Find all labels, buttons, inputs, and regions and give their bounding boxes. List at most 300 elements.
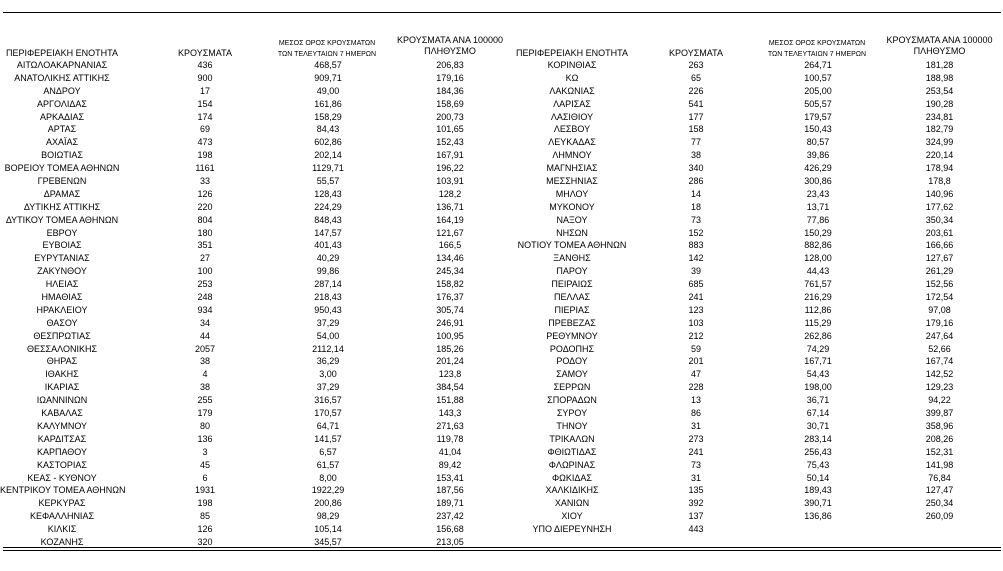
left-region-cell: ΚΕΝΤΡΙΚΟΥ ΤΟΜΕΑ ΑΘΗΝΩΝ (0, 485, 126, 496)
header-avg-left (262, 38, 392, 60)
left-avg-cell: 170,57 (314, 408, 342, 419)
table-row (0, 162, 1003, 175)
header-region-right: ΠΕΡΙΦΕΡΕΙΑΚΗ ΕΝΟΤΗΤΑ (515, 48, 629, 58)
left-cases-cell: 804 (197, 214, 213, 225)
right-region-cell: ΣΑΜΟΥ (556, 369, 588, 380)
left-avg-cell: 55,57 (316, 176, 340, 187)
left-region-cell: ΖΑΚΥΝΘΟΥ (37, 266, 87, 277)
bottom-rule-double (3, 550, 1001, 551)
left-region-cell: ΚΑΣΤΟΡΙΑΣ (37, 459, 87, 470)
left-cases-cell: 180 (197, 227, 213, 238)
right-cases-cell: 31 (690, 420, 701, 431)
right-cases-cell: 39 (690, 266, 701, 277)
left-cases-cell: 38 (199, 356, 210, 367)
bottom-rule (3, 547, 1001, 548)
table-row (0, 85, 1003, 98)
right-cases-cell: 59 (690, 343, 701, 354)
right-region-cell: ΚΟΡΙΝΘΙΑΣ (547, 60, 597, 70)
left-region-cell: ΙΩΑΝΝΙΝΩΝ (36, 395, 88, 406)
table-row (0, 149, 1003, 162)
right-avg-cell: 80,57 (806, 137, 830, 148)
left-per100k-cell: 271,63 (436, 420, 464, 431)
right-per100k-cell: 152,56 (925, 279, 954, 290)
table-row (0, 59, 1003, 72)
left-cases-cell: 473 (197, 137, 213, 148)
right-per100k-cell: 253,54 (925, 85, 954, 96)
left-cases-cell: 1931 (194, 485, 216, 496)
right-per100k-cell: 97,08 (928, 304, 951, 315)
left-avg-cell: 61,57 (316, 459, 340, 470)
right-cases-cell: 38 (690, 150, 701, 161)
left-cases-cell: 253 (197, 279, 213, 290)
table-row (0, 123, 1003, 136)
left-cases-cell: 17 (199, 85, 210, 96)
header-cases-left: ΚΡΟΥΣΜΑΤΑ (178, 48, 232, 58)
right-region-cell: ΡΟΔΟΠΗΣ (549, 343, 595, 354)
left-cases-cell: 6 (202, 472, 208, 483)
table-row (0, 472, 1003, 485)
left-region-cell: ΕΒΡΟΥ (46, 227, 78, 238)
table-row (0, 433, 1003, 446)
cases-table (0, 59, 1003, 549)
left-region-cell: ΔΥΤΙΚΟΥ ΤΟΜΕΑ ΑΘΗΝΩΝ (5, 214, 119, 225)
right-cases-cell: 241 (688, 292, 704, 303)
left-per100k-cell: 119,78 (436, 433, 464, 444)
table-row (0, 330, 1003, 343)
table-row (0, 136, 1003, 149)
left-cases-cell: 900 (197, 72, 213, 83)
left-cases-cell: 154 (197, 98, 213, 109)
left-region-cell: ΘΕΣΣΑΛΟΝΙΚΗΣ (26, 343, 98, 354)
left-per100k-cell: 151,88 (436, 395, 464, 406)
right-region-cell: ΝΗΣΩΝ (556, 227, 588, 238)
right-region-cell: ΜΗΛΟΥ (555, 188, 589, 199)
right-per100k-cell: 141,98 (925, 459, 954, 470)
table-row (0, 98, 1003, 111)
left-avg-cell: 2112,14 (312, 343, 344, 354)
left-per100k-cell: 134,46 (436, 253, 464, 264)
left-region-cell: ΘΕΣΠΡΩΤΙΑΣ (33, 330, 91, 341)
right-avg-cell: 136,86 (804, 511, 832, 522)
table-row (0, 420, 1003, 433)
right-region-cell: ΦΛΩΡΙΝΑΣ (548, 459, 596, 470)
left-per100k-cell: 153,41 (436, 472, 464, 483)
right-avg-cell: 128,00 (804, 253, 832, 264)
table-row (0, 304, 1003, 317)
right-avg-cell: 150,29 (804, 227, 832, 238)
left-per100k-cell: 189,71 (436, 498, 464, 509)
header-per100k-left (386, 35, 514, 57)
left-region-cell: ΑΡΤΑΣ (47, 124, 77, 135)
table-row (0, 381, 1003, 394)
left-region-cell: ΑΡΓΟΛΙΔΑΣ (37, 98, 87, 109)
left-cases-cell: 351 (197, 240, 213, 251)
left-cases-cell: 248 (197, 292, 213, 303)
right-avg-cell: 54,43 (806, 369, 830, 380)
left-cases-cell: 38 (199, 382, 210, 393)
right-avg-cell: 882,86 (804, 240, 832, 251)
header-per100k-left-line1: ΚΡΟΥΣΜΑΤΑ ΑΝΑ 100000 (397, 35, 503, 45)
right-cases-cell: 137 (688, 511, 704, 522)
right-cases-cell: 142 (688, 253, 704, 264)
left-cases-cell: 174 (197, 111, 213, 122)
left-region-cell: ΗΛΕΙΑΣ (45, 279, 79, 290)
right-per100k-cell: 182,79 (925, 124, 954, 135)
left-per100k-cell: 158,69 (436, 98, 464, 109)
right-avg-cell: 198,00 (804, 382, 832, 393)
table-row (0, 459, 1003, 472)
right-region-cell: ΞΑΝΘΗΣ (553, 253, 591, 264)
right-avg-cell: 167,71 (804, 356, 832, 367)
left-region-cell: ΑΝΔΡΟΥ (43, 85, 81, 96)
right-region-cell: ΜΑΓΝΗΣΙΑΣ (546, 163, 598, 174)
table-row (0, 175, 1003, 188)
left-per100k-cell: 245,34 (436, 266, 464, 277)
right-cases-cell: 77 (690, 137, 701, 148)
left-region-cell: ΘΗΡΑΣ (46, 356, 78, 367)
left-per100k-cell: 201,24 (436, 356, 464, 367)
left-per100k-cell: 164,19 (436, 214, 464, 225)
right-avg-cell: 115,29 (804, 317, 832, 328)
left-region-cell: ΕΥΒΟΙΑΣ (42, 240, 82, 251)
right-per100k-cell: 76,84 (928, 472, 951, 483)
left-cases-cell: 255 (197, 395, 213, 406)
left-per100k-cell: 200,73 (436, 111, 464, 122)
left-region-cell: ΑΙΤΩΛΟΑΚΑΡΝΑΝΙΑΣ (16, 60, 108, 70)
left-region-cell: ΔΥΤΙΚΗΣ ΑΤΤΙΚΗΣ (23, 201, 101, 212)
table-row (0, 291, 1003, 304)
table-row (0, 510, 1003, 523)
right-region-cell: ΛΕΥΚΑΔΑΣ (548, 137, 596, 148)
right-avg-cell: 23,43 (806, 188, 830, 199)
right-region-cell: ΥΠΟ ΔΙΕΡΕΥΝΗΣΗ (532, 524, 612, 535)
left-avg-cell: 54,00 (316, 330, 340, 341)
left-avg-cell: 401,43 (314, 240, 342, 251)
right-per100k-cell: 178,94 (925, 163, 954, 174)
left-avg-cell: 1129,71 (312, 163, 344, 174)
right-per100k-cell: 324,99 (925, 137, 954, 148)
left-region-cell: ΚΙΛΚΙΣ (47, 524, 77, 535)
right-avg-cell: 189,43 (804, 485, 832, 496)
right-cases-cell: 135 (688, 485, 704, 496)
right-cases-cell: 177 (688, 111, 704, 122)
left-avg-cell: 345,57 (314, 536, 342, 547)
right-region-cell: ΠΕΙΡΑΙΩΣ (551, 279, 593, 290)
left-avg-cell: 161,86 (314, 98, 342, 109)
right-region-cell: ΠΑΡΟΥ (556, 266, 588, 277)
left-cases-cell: 136 (197, 433, 213, 444)
right-cases-cell: 286 (688, 176, 704, 187)
table-row (0, 497, 1003, 510)
right-per100k-cell: 127,67 (925, 253, 954, 264)
right-per100k-cell: 152,31 (925, 446, 954, 457)
right-cases-cell: 65 (690, 72, 701, 83)
table-row (0, 317, 1003, 330)
left-cases-cell: 34 (199, 317, 210, 328)
right-region-cell: ΣΕΡΡΩΝ (553, 382, 591, 393)
right-avg-cell: 44,43 (806, 266, 830, 277)
left-avg-cell: 602,86 (314, 137, 342, 148)
table-row (0, 343, 1003, 356)
right-per100k-cell: 260,09 (925, 511, 954, 522)
left-per100k-cell: 305,74 (436, 304, 464, 315)
header-per100k-right-line2: ΠΛΗΘΥΣΜΟ (913, 46, 966, 56)
right-region-cell: ΠΡΕΒΕΖΑΣ (548, 317, 596, 328)
left-cases-cell: 126 (197, 188, 213, 199)
header-avg-right-line1: ΜΕΣΟΣ ΟΡΟΣ ΚΡΟΥΣΜΑΤΩΝ (768, 40, 866, 47)
left-per100k-cell: 128,2 (438, 188, 462, 199)
right-per100k-cell: 166,66 (925, 240, 954, 251)
right-region-cell: ΛΗΜΝΟΥ (552, 150, 592, 161)
right-avg-cell: 67,14 (806, 408, 830, 419)
right-region-cell: ΚΩ (565, 72, 579, 83)
table-row (0, 355, 1003, 368)
right-avg-cell: 264,71 (804, 60, 832, 70)
right-per100k-cell: 247,64 (925, 330, 954, 341)
left-avg-cell: 218,43 (314, 292, 342, 303)
left-cases-cell: 126 (197, 524, 213, 535)
right-avg-cell: 36,71 (806, 395, 830, 406)
right-per100k-cell: 142,52 (925, 369, 954, 380)
left-per100k-cell: 185,26 (436, 343, 464, 354)
left-per100k-cell: 184,36 (436, 85, 464, 96)
left-per100k-cell: 101,65 (436, 124, 464, 135)
left-region-cell: ΔΡΑΜΑΣ (43, 188, 81, 199)
left-region-cell: ΒΟΙΩΤΙΑΣ (41, 150, 83, 161)
left-per100k-cell: 384,54 (436, 382, 464, 393)
right-per100k-cell: 140,96 (925, 188, 954, 199)
right-per100k-cell: 127,47 (925, 485, 954, 496)
right-cases-cell: 226 (688, 85, 704, 96)
right-per100k-cell: 261,29 (925, 266, 954, 277)
right-region-cell: ΛΑΣΙΘΙΟΥ (550, 111, 594, 122)
left-cases-cell: 100 (197, 266, 213, 277)
table-row (0, 227, 1003, 240)
right-cases-cell: 541 (688, 98, 704, 109)
left-avg-cell: 1922,29 (311, 485, 345, 496)
left-per100k-cell: 100,95 (436, 330, 464, 341)
right-avg-cell: 100,57 (804, 72, 832, 83)
left-region-cell: ΚΕΦΑΛΛΗΝΙΑΣ (29, 511, 95, 522)
right-per100k-cell: 129,23 (925, 382, 954, 393)
table-row (0, 239, 1003, 252)
left-region-cell: ΚΑΛΥΜΝΟΥ (36, 420, 88, 431)
left-per100k-cell: 158,82 (436, 279, 464, 290)
left-cases-cell: 45 (199, 459, 210, 470)
left-per100k-cell: 166,5 (438, 240, 462, 251)
left-region-cell: ΑΝΑΤΟΛΙΚΗΣ ΑΤΤΙΚΗΣ (14, 72, 110, 83)
left-region-cell: ΗΡΑΚΛΕΙΟΥ (36, 304, 88, 315)
table-row (0, 368, 1003, 381)
right-region-cell: ΦΩΚΙΔΑΣ (552, 472, 592, 483)
left-per100k-cell: 213,05 (436, 536, 464, 547)
left-avg-cell: 141,57 (314, 433, 342, 444)
right-region-cell: ΛΑΡΙΣΑΣ (553, 98, 591, 109)
right-region-cell: ΣΥΡΟΥ (556, 408, 588, 419)
left-cases-cell: 27 (199, 253, 210, 264)
table-row (0, 265, 1003, 278)
left-avg-cell: 147,57 (314, 227, 342, 238)
right-avg-cell: 30,71 (806, 420, 830, 431)
right-region-cell: ΡΟΔΟΥ (556, 356, 588, 367)
right-region-cell: ΤΡΙΚΑΛΩΝ (549, 433, 595, 444)
right-avg-cell: 262,86 (804, 330, 832, 341)
right-cases-cell: 73 (690, 459, 701, 470)
right-region-cell: ΛΑΚΩΝΙΑΣ (549, 85, 595, 96)
right-region-cell: ΣΠΟΡΑΔΩΝ (547, 395, 597, 406)
right-cases-cell: 685 (688, 279, 704, 290)
left-region-cell: ΕΥΡΥΤΑΝΙΑΣ (34, 253, 90, 264)
left-per100k-cell: 156,68 (436, 524, 464, 535)
left-avg-cell: 158,29 (314, 111, 342, 122)
left-avg-cell: 950,43 (314, 304, 342, 315)
table-row (0, 446, 1003, 459)
right-per100k-cell: 234,81 (925, 111, 954, 122)
left-per100k-cell: 237,42 (436, 511, 464, 522)
right-region-cell: ΧΑΛΚΙΔΙΚΗΣ (545, 485, 599, 496)
left-cases-cell: 69 (199, 124, 210, 135)
right-region-cell: ΡΕΘΥΜΝΟΥ (546, 330, 598, 341)
right-avg-cell: 505,57 (804, 98, 832, 109)
left-cases-cell: 198 (197, 498, 213, 509)
left-per100k-cell: 89,42 (438, 459, 462, 470)
right-cases-cell: 443 (688, 524, 704, 535)
left-avg-cell: 909,71 (314, 72, 342, 83)
left-avg-cell: 98,29 (316, 511, 340, 522)
right-region-cell: ΤΗΝΟΥ (556, 420, 588, 431)
header-per100k-right-line1: ΚΡΟΥΣΜΑΤΑ ΑΝΑ 100000 (886, 35, 993, 45)
left-region-cell: ΚΑΡΠΑΘΟΥ (36, 446, 88, 457)
left-avg-cell: 84,43 (316, 124, 340, 135)
header-avg-right (752, 38, 882, 60)
right-cases-cell: 13 (690, 395, 701, 406)
right-region-cell: ΠΙΕΡΙΑΣ (554, 304, 590, 315)
left-region-cell: ΚΕΑΣ - ΚΥΘΝΟΥ (27, 472, 97, 483)
right-cases-cell: 212 (688, 330, 704, 341)
right-per100k-cell: 250,34 (925, 498, 954, 509)
right-avg-cell: 50,14 (806, 472, 830, 483)
left-per100k-cell: 179,16 (436, 72, 464, 83)
left-per100k-cell: 123,8 (438, 369, 462, 380)
right-per100k-cell: 188,98 (925, 72, 954, 83)
right-cases-cell: 263 (688, 60, 704, 70)
right-cases-cell: 152 (688, 227, 704, 238)
left-cases-cell: 436 (197, 60, 213, 70)
left-avg-cell: 848,43 (314, 214, 342, 225)
right-per100k-cell: 167,74 (925, 356, 954, 367)
right-avg-cell: 426,29 (804, 163, 832, 174)
left-cases-cell: 33 (199, 176, 210, 187)
table-row (0, 111, 1003, 124)
right-per100k-cell: 172,54 (925, 292, 954, 303)
left-cases-cell: 934 (197, 304, 213, 315)
left-avg-cell: 200,86 (314, 498, 342, 509)
left-per100k-cell: 187,56 (436, 485, 464, 496)
left-avg-cell: 40,29 (316, 253, 340, 264)
left-per100k-cell: 206,83 (436, 60, 464, 70)
right-per100k-cell: 208,26 (925, 433, 954, 444)
right-per100k-cell: 220,14 (925, 150, 954, 161)
right-avg-cell: 761,57 (804, 279, 832, 290)
right-region-cell: ΜΕΣΣΗΝΙΑΣ (546, 176, 598, 187)
table-row (0, 72, 1003, 85)
left-avg-cell: 36,29 (316, 356, 340, 367)
left-avg-cell: 64,71 (316, 420, 340, 431)
right-per100k-cell: 177,62 (925, 201, 954, 212)
right-per100k-cell: 358,96 (925, 420, 954, 431)
right-per100k-cell: 52,66 (928, 343, 951, 354)
left-cases-cell: 220 (197, 201, 213, 212)
right-per100k-cell: 350,34 (925, 214, 954, 225)
left-cases-cell: 179 (197, 408, 213, 419)
right-cases-cell: 241 (688, 446, 704, 457)
table-row (0, 252, 1003, 265)
right-region-cell: ΝΟΤΙΟΥ ΤΟΜΕΑ ΑΘΗΝΩΝ (517, 240, 627, 251)
left-region-cell: ΚΑΡΔΙΤΣΑΣ (37, 433, 87, 444)
table-row (0, 214, 1003, 227)
right-per100k-cell: 178,8 (928, 176, 951, 187)
right-avg-cell: 283,14 (804, 433, 832, 444)
right-avg-cell: 205,00 (804, 85, 832, 96)
left-cases-cell: 85 (199, 511, 210, 522)
right-cases-cell: 31 (690, 472, 701, 483)
right-avg-cell: 390,71 (804, 498, 832, 509)
left-cases-cell: 198 (197, 150, 213, 161)
right-region-cell: ΛΕΣΒΟΥ (553, 124, 591, 135)
left-region-cell: ΒΟΡΕΙΟΥ ΤΟΜΕΑ ΑΘΗΝΩΝ (4, 163, 120, 174)
left-per100k-cell: 121,67 (436, 227, 464, 238)
left-cases-cell: 320 (197, 536, 213, 547)
left-region-cell: ΘΑΣΟΥ (46, 317, 78, 328)
header-region-left: ΠΕΡΙΦΕΡΕΙΑΚΗ ΕΝΟΤΗΤΑ (5, 48, 119, 58)
left-avg-cell: 224,29 (314, 201, 342, 212)
right-avg-cell: 77,86 (806, 214, 830, 225)
right-avg-cell: 256,43 (804, 446, 832, 457)
right-cases-cell: 86 (690, 408, 701, 419)
right-avg-cell: 150,43 (804, 124, 832, 135)
left-cases-cell: 2057 (194, 343, 216, 354)
right-cases-cell: 103 (688, 317, 704, 328)
table-row (0, 484, 1003, 497)
right-avg-cell: 75,43 (806, 459, 830, 470)
left-avg-cell: 99,86 (316, 266, 340, 277)
right-per100k-cell: 203,61 (925, 227, 954, 238)
right-region-cell: ΧΙΟΥ (561, 511, 583, 522)
left-avg-cell: 37,29 (316, 382, 340, 393)
left-cases-cell: 1161 (195, 163, 215, 174)
right-per100k-cell: 190,28 (925, 98, 954, 109)
left-per100k-cell: 196,22 (436, 163, 464, 174)
left-region-cell: ΙΘΑΚΗΣ (45, 369, 79, 380)
right-per100k-cell: 179,16 (925, 317, 954, 328)
right-cases-cell: 392 (688, 498, 704, 509)
right-cases-cell: 228 (688, 382, 704, 393)
table-row (0, 201, 1003, 214)
right-cases-cell: 201 (688, 356, 704, 367)
left-region-cell: ΓΡΕΒΕΝΩΝ (37, 176, 87, 187)
right-avg-cell: 216,29 (804, 292, 832, 303)
right-cases-cell: 73 (690, 214, 701, 225)
header-avg-left-line1: ΜΕΣΟΣ ΟΡΟΣ ΚΡΟΥΣΜΑΤΩΝ (278, 40, 376, 47)
table-row (0, 188, 1003, 201)
left-per100k-cell: 167,91 (436, 150, 464, 161)
left-per100k-cell: 152,43 (436, 137, 464, 148)
right-avg-cell: 74,29 (806, 343, 830, 354)
right-cases-cell: 273 (688, 433, 704, 444)
table-row (0, 407, 1003, 420)
left-avg-cell: 3,00 (319, 369, 337, 380)
left-per100k-cell: 136,71 (436, 201, 464, 212)
